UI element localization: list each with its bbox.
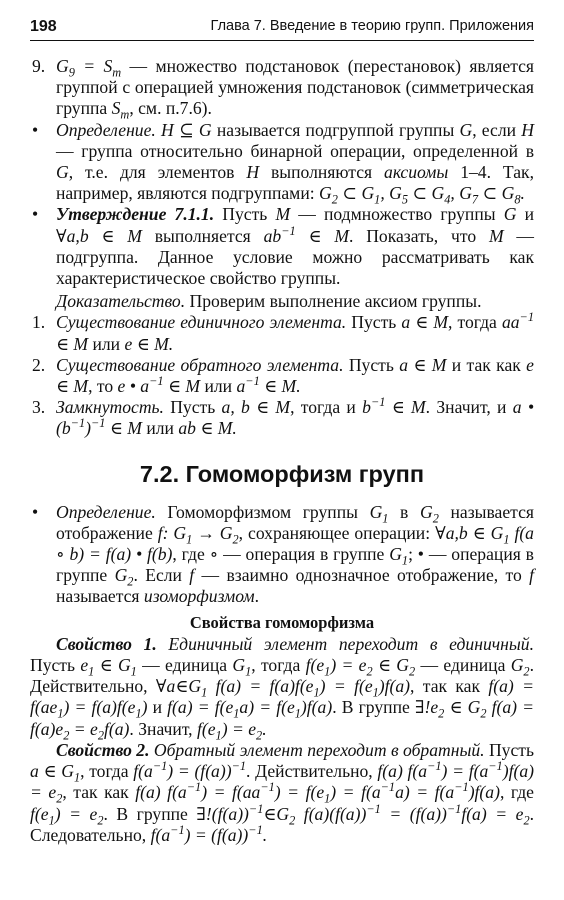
proof-step-3 [30, 397, 534, 439]
text: . Действительно, [246, 761, 378, 782]
text: . Значит, [129, 718, 197, 739]
text: , где ∘ — операция в группе [172, 544, 390, 565]
statement-label: Утверждение 7.1.1. [56, 204, 215, 225]
text: . Если [133, 565, 190, 586]
text: — подгруппа. Данное условие можно рассматривать как характеристическое свойство группы. [56, 225, 535, 289]
proof-step-1 [30, 312, 534, 354]
math-inline: e • $a^{-1}$ ∈ M [117, 374, 201, 397]
text: Гомоморфизмом группы [155, 501, 370, 522]
math-inline: f: $G_1 \to G_2$ [157, 522, 239, 547]
text: , так как [62, 782, 136, 803]
math-inline: M [275, 204, 291, 225]
page-number: 198 [30, 18, 57, 35]
list-marker: 2. [32, 354, 46, 375]
proof-intro [30, 291, 534, 312]
axioms-term: аксиомы [384, 162, 449, 183]
math-inline: $f(a^{-1}) = (f(a))^{-1}$ [133, 759, 247, 782]
text: , см. п.7.6). [129, 98, 212, 119]
text: , т.е. для элементов [68, 162, 247, 183]
math-inline: a ∈ M [399, 354, 447, 375]
text: — множество подстановок (перестановок) является группой с операцией умножения подстановок (симметрическая группа [56, 56, 534, 119]
math-inline: e ∈ M [56, 354, 534, 397]
math-inline: a • $(b^{-1})^{-1}$ ∈ M [56, 397, 534, 439]
text: — единица [415, 655, 511, 676]
text: выполняется [141, 225, 264, 246]
math-inline: $G_1$ [369, 501, 389, 526]
text: или [141, 418, 179, 439]
bullet-marker: • [32, 119, 39, 140]
math-inline: $f(a^{-1}) = (f(a))^{-1}$. [150, 822, 268, 845]
math-inline: $f(e_1) = e_2$. [196, 718, 267, 743]
text: . [254, 586, 259, 607]
math-inline: $\exists!e_2$ ∈ $G_2$ $f(a) = f(a)e_2 = e_2f(a)$ [30, 697, 535, 743]
text: . В группе [103, 803, 197, 824]
text: называется отображение [56, 501, 534, 543]
text: Пусть [30, 655, 81, 676]
step-title: Существование единичного элемента. [56, 312, 347, 333]
math-inline: G [56, 162, 69, 183]
text: , если [472, 119, 522, 140]
property-statement: Единичный элемент переходит в единичный. [156, 633, 534, 654]
math-inline: a ∈ $G_1$ [30, 761, 81, 785]
property-label: Свойство 1. [56, 633, 157, 654]
math-inline: f(a) $f(a^{-1}) = f(a^{-1})f(a) = e_2$ [30, 759, 534, 806]
list-item-9 [30, 56, 534, 120]
text: . Действительно, [30, 655, 534, 697]
math-inline: $ab^{-1}$ ∈ M [263, 223, 349, 246]
math-inline: e ∈ M. [124, 333, 174, 354]
math-inline: $f(e_1) = e_2$ [30, 803, 104, 828]
step-title: Замкнутость. [56, 397, 164, 418]
math-inline: f [529, 565, 534, 586]
page-header [30, 16, 534, 41]
property-label: Свойство 2. [56, 739, 150, 760]
math-inline: $G_1$ [389, 544, 409, 568]
text: называется [56, 586, 144, 607]
math-inline: $f(a) = f(ae_1) = f(a)f(e_1)$ [30, 676, 534, 721]
math-inline: $\forall a\in G_1$ $f(a) = f(a)f(e_1) = f(e_1)f(a)$ [155, 676, 411, 700]
text: или [88, 333, 125, 354]
math-inline: $f(a) = f(e_1a) = f(e_1)f(a)$ [167, 697, 333, 721]
math-inline: G [459, 119, 473, 140]
math-inline: $e_1$ ∈ $G_1$ [80, 655, 137, 679]
list-marker: 9. [32, 56, 46, 76]
text: и [516, 204, 534, 225]
text: , то [88, 376, 118, 397]
math-inline: a, b ∈ M [221, 397, 291, 418]
text: , тогда [80, 761, 134, 782]
bullet-statement [30, 204, 534, 289]
bullet-definition-homomorphism [30, 502, 534, 608]
text: 1–4. Так, например, являются подгруппами: [56, 162, 534, 204]
text: — подмножество группы [290, 204, 504, 225]
math-inline: ∀a,b ∈ M [56, 225, 142, 246]
math-inline: f [189, 565, 195, 586]
section-heading: 7.2. Гомоморфизм групп [139, 460, 425, 487]
text: и [147, 697, 168, 718]
list-marker: 1. [32, 312, 46, 333]
definition-label: Определение. [56, 119, 156, 140]
math-inline: H [161, 119, 174, 140]
math-inline: $G_2$ [419, 501, 439, 526]
isomorphism-term: изоморфизмом [143, 586, 255, 607]
text: . Значит, и [425, 397, 513, 418]
property-2 [30, 740, 534, 846]
math-inline: ∀a,b ∈ $G_1$ f(a ∘ b) = f(a) • f(b) [56, 522, 534, 565]
text: в [388, 501, 420, 522]
text: — взаимно однозначное отображение, то [194, 565, 530, 586]
math-inline: G [198, 119, 212, 140]
text: . Следовательно, [30, 803, 535, 845]
math-inline: M [488, 225, 504, 246]
math-inline: $G_9 = S_m$ [56, 56, 122, 80]
text: или [200, 376, 237, 397]
page-body [30, 56, 534, 846]
step-title: Существование обратного элемента. [56, 354, 344, 375]
math-inline: ab ∈ M. [178, 418, 237, 439]
math-inline: a ∈ M [401, 312, 449, 333]
text: — группа относительно бинарной операции, определенной в [56, 140, 534, 161]
math-inline: H [246, 162, 260, 183]
text: , так как [410, 676, 489, 697]
text: , тогда [448, 312, 502, 333]
math-inline: $a^{-1}$ ∈ M. [236, 374, 301, 397]
text: Пусть [346, 312, 402, 333]
math-inline: f(a) $f(a^{-1}) = f(aa^{-1}) = f(e_1) = f(a^{-1}a) = f(a^{-1})f(a)$ [135, 780, 500, 806]
text: и так как [446, 354, 527, 375]
text: . Показать, что [348, 225, 489, 246]
text: , сохраняющее операции: [238, 522, 436, 543]
text: — единица [136, 655, 233, 676]
math-inline: $f(e_1) = e_2$ ∈ $G_2$ [305, 655, 416, 679]
math-inline: $b^{-1}$ ∈ M [362, 395, 426, 418]
math-inline: $S_m$ [111, 98, 130, 122]
text: , где [499, 782, 534, 803]
proof-step-2 [30, 355, 534, 397]
math-inline: G [503, 204, 517, 225]
running-title: Глава 7. Введение в теорию групп. Приложения [210, 18, 534, 34]
math-inline: $G_2$ [114, 565, 134, 589]
text: , тогда [251, 655, 306, 676]
text: Пусть [484, 739, 534, 760]
bullet-marker: • [32, 204, 39, 225]
text: Пусть [214, 204, 276, 225]
text: Пусть [163, 397, 222, 418]
math-inline: $\exists!(f(a))^{-1}\in G_2$ $f(a)(f(a))^{-1} = (f(a))^{-1}f(a) = e_2$ [196, 801, 530, 828]
math-inline: H [521, 119, 534, 140]
text: Проверим выполнение аксиом группы. [185, 291, 482, 312]
text: . В группе [332, 697, 415, 718]
text: , тогда и [290, 397, 363, 418]
text: называется подгруппой группы [211, 119, 460, 140]
text: выполняются [259, 162, 385, 183]
math-inline: $aa^{-1}$ ∈ M [56, 310, 534, 354]
proof-label: Доказательство. [56, 291, 186, 312]
text: Пусть [343, 354, 400, 375]
definition-label: Определение. [56, 501, 156, 522]
math-inline: $G_2$ [510, 655, 530, 679]
text: ; • — операция в группе [56, 544, 534, 586]
subsection-heading: Свойства гомоморфизма [189, 612, 375, 632]
list-marker: 3. [32, 397, 46, 418]
math-inline: $G_1$ [232, 655, 252, 679]
property-1 [30, 633, 535, 743]
bullet-definition-subgroup: • Определение. H ⊆ G называется подгруппой группы G, если H — группа относительно бинарной операции, определенной в G, т.е. для элементов H выполняются аксиомы 1–4. Так, например, являются подгруппами: $G_2$ ⊂ $G_1$, $G_5$ ⊂ $G_4$, $G_7$ ⊂ $G_8$. [32, 119, 534, 207]
bullet-marker: • [32, 501, 39, 522]
math-inline: $G_2$ ⊂ $G_1$, $G_5$ ⊂ $G_4$, $G_7$ ⊂ $G_8$. [319, 183, 525, 207]
property-statement: Обратный элемент переходит в обратный. [149, 739, 485, 760]
